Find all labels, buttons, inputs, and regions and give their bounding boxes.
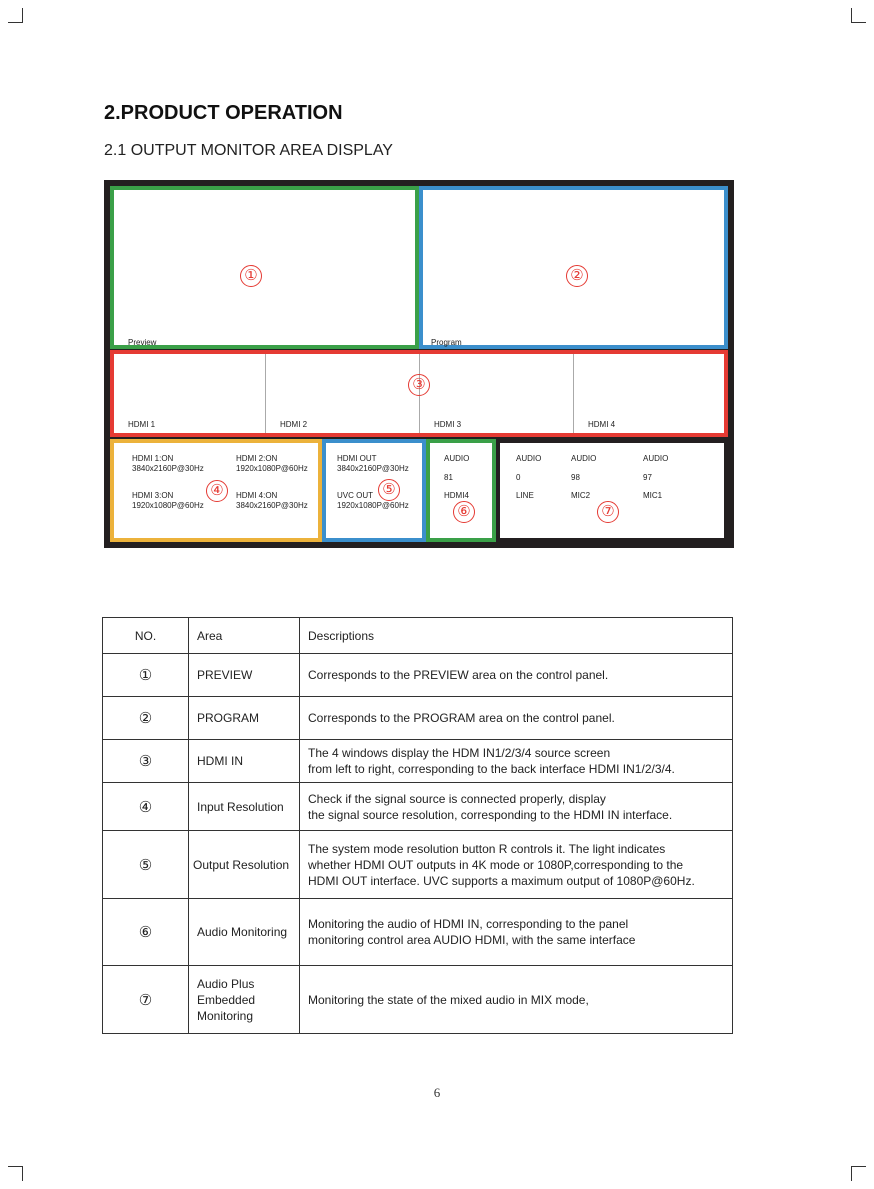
area-number-6: ⑥: [453, 501, 475, 523]
area-number-4: ④: [206, 480, 228, 502]
table-row: [103, 783, 733, 831]
audio-mix-area: [496, 439, 728, 542]
input-resolution: 3840x2160P@30Hz: [132, 464, 204, 473]
input-name: HDMI 1:ON: [132, 454, 174, 463]
audio-title: AUDIO: [444, 454, 470, 463]
input-resolution: 1920x1080P@60Hz: [236, 464, 308, 473]
crop-mark-top-right: [851, 8, 866, 23]
hdmi-in-area: [110, 350, 728, 437]
monitor-diagram: [104, 180, 734, 548]
description-line: Monitoring the state of the mixed audio in MIX mode,: [308, 992, 589, 1007]
description-line: Check if the signal source is connected properly, display: [308, 791, 606, 806]
crop-mark-bottom-left: [8, 1166, 23, 1181]
row-description: [300, 899, 733, 966]
description-line: Corresponds to the PROGRAM area on the control panel.: [308, 711, 615, 725]
row-number: ⑦: [103, 966, 189, 1034]
row-number: ②: [103, 697, 189, 740]
row-description: [300, 966, 733, 1034]
row-number: ⑥: [103, 899, 189, 966]
area-number-1: ①: [240, 265, 262, 287]
table-row: [103, 654, 733, 697]
row-number: ①: [103, 654, 189, 697]
input-name: HDMI 2:ON: [236, 454, 278, 463]
area-number-7: ⑦: [597, 501, 619, 523]
description-line: The system mode resolution button R controls it. The light indicates: [308, 841, 666, 856]
column-header-descriptions: Descriptions: [300, 618, 733, 654]
row-number: ③: [103, 740, 189, 783]
row-number: ④: [103, 783, 189, 831]
table-row: [103, 899, 733, 966]
description-line: HDMI OUT interface. UVC supports a maximum output of 1080P@60Hz.: [308, 873, 695, 888]
subsection-heading: 2.1 OUTPUT MONITOR AREA DISPLAY: [104, 142, 393, 159]
hdmi-in-label: HDMI 2: [280, 420, 308, 429]
preview-area: [110, 186, 419, 349]
page-number: 6: [433, 1085, 441, 1100]
output-resolution: 1920x1080P@60Hz: [337, 501, 409, 510]
audio-monitoring-area: [426, 439, 496, 542]
column-header-area: Area: [189, 618, 300, 654]
input-resolution: 3840x2160P@30Hz: [236, 501, 308, 510]
table-header-row: [103, 618, 733, 654]
input-name: HDMI 3:ON: [132, 491, 174, 500]
row-description: [300, 740, 733, 783]
area-number-5: ⑤: [378, 479, 400, 501]
row-area: Output Resolution: [189, 831, 300, 899]
area-number-2: ②: [566, 265, 588, 287]
row-area: PREVIEW: [189, 654, 300, 697]
row-description: [300, 783, 733, 831]
section-heading: 2.PRODUCT OPERATION: [104, 102, 343, 124]
row-number: ⑤: [103, 831, 189, 899]
input-resolution-area: [110, 439, 322, 542]
audio-level: 81: [444, 473, 453, 482]
crop-mark-top-left: [8, 8, 23, 23]
row-description: [300, 831, 733, 899]
description-line: monitoring control area AUDIO HDMI, with the same interface: [308, 933, 636, 947]
description-line: from left to right, corresponding to the back interface HDMI IN1/2/3/4.: [308, 762, 675, 776]
table-row: [103, 697, 733, 740]
audio-source: MIC2: [571, 491, 591, 500]
description-line: The 4 windows display the HDM IN1/2/3/4 source screen: [308, 746, 611, 760]
input-resolution: 1920x1080P@60Hz: [132, 501, 204, 510]
program-label: Program: [431, 338, 462, 347]
audio-level: 0: [516, 473, 521, 482]
row-area: Input Resolution: [189, 783, 300, 831]
row-description: [300, 697, 733, 740]
audio-source: MIC1: [643, 491, 663, 500]
row-area: Audio Plus Embedded Monitoring: [189, 966, 300, 1034]
audio-title: AUDIO: [516, 454, 542, 463]
row-area: HDMI IN: [189, 740, 300, 783]
column-header-no: NO.: [103, 618, 189, 654]
audio-title: AUDIO: [571, 454, 597, 463]
hdmi-in-label: HDMI 3: [434, 420, 462, 429]
crop-mark-bottom-right: [851, 1166, 866, 1181]
table-row: [103, 831, 733, 899]
output-name: HDMI OUT: [337, 454, 377, 463]
program-area: [419, 186, 728, 349]
description-line: Monitoring the audio of HDMI IN, corresponding to the panel: [308, 917, 629, 931]
hdmi-divider: [265, 354, 266, 433]
row-description: [300, 654, 733, 697]
audio-level: 97: [643, 473, 652, 482]
description-line: Corresponds to the PREVIEW area on the control panel.: [308, 668, 609, 682]
hdmi-divider: [573, 354, 574, 433]
output-name: UVC OUT: [337, 491, 373, 500]
input-name: HDMI 4:ON: [236, 491, 278, 500]
hdmi-in-label: HDMI 4: [588, 420, 616, 429]
description-line: the signal source resolution, corresponding to the HDMI IN interface.: [308, 807, 673, 822]
audio-source: HDMI4: [444, 491, 469, 500]
row-area: Audio Monitoring: [189, 899, 300, 966]
preview-label: Preview: [128, 338, 157, 347]
output-resolution-area: [322, 439, 426, 542]
table-row: [103, 966, 733, 1034]
description-line: whether HDMI OUT outputs in 4K mode or 1080P,corresponding to the: [308, 857, 684, 872]
row-area: PROGRAM: [189, 697, 300, 740]
area-number-3: ③: [408, 374, 430, 396]
area-description-table: [102, 617, 733, 1034]
hdmi-in-label: HDMI 1: [128, 420, 156, 429]
audio-title: AUDIO: [643, 454, 669, 463]
audio-source: LINE: [516, 491, 534, 500]
table-row: [103, 740, 733, 783]
audio-level: 98: [571, 473, 580, 482]
output-resolution: 3840x2160P@30Hz: [337, 464, 409, 473]
